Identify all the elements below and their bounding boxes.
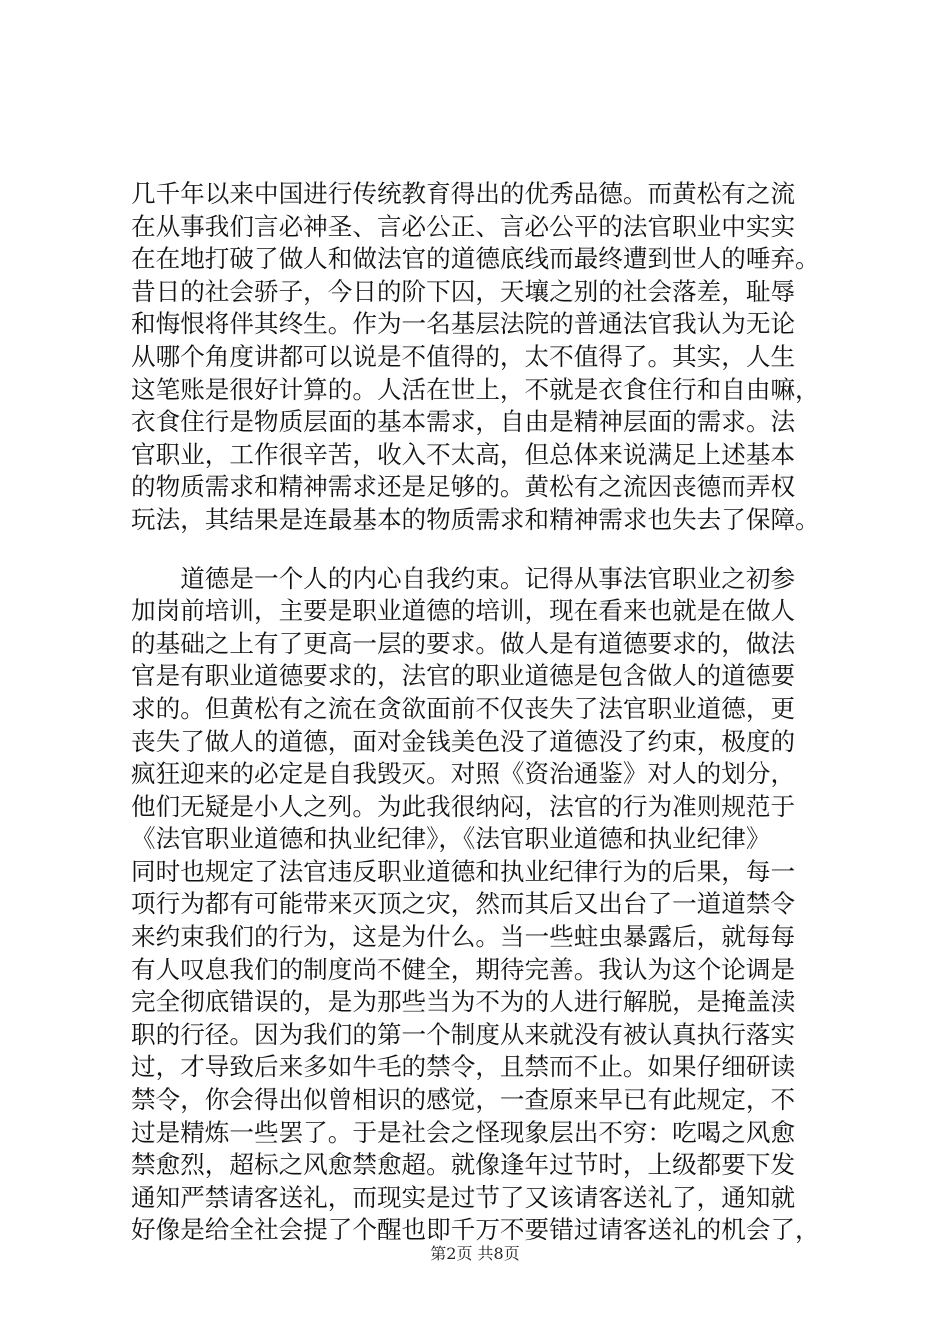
- text-line: 他们无疑是小人之列。为此我很纳闷，法官的行为准则规范于: [131, 791, 796, 821]
- text-line: 道德是一个人的内心自我约束。记得从事法官职业之初参: [131, 563, 796, 593]
- text-line: 同时也规定了法官违反职业道德和执业纪律行为的后果，每一: [131, 856, 796, 886]
- text-line: 衣食住行是物质层面的基本需求，自由是精神层面的需求。法: [131, 407, 796, 437]
- text-line: 在在地打破了做人和做法官的道德底线而最终遭到世人的唾弃。: [131, 244, 820, 274]
- text-line: 加岗前培训，主要是职业道德的培训，现在看来也就是在做人: [131, 596, 796, 626]
- document-body: [131, 178, 851, 1247]
- text-line: 这笔账是很好计算的。人活在世上，不就是衣食住行和自由嘛，: [131, 374, 820, 404]
- text-line: 禁令，你会得出似曾相识的感觉，一查原来早已有此规定，不: [131, 1085, 796, 1115]
- paragraph-gap: [131, 537, 851, 563]
- text-line: 和悔恨将伴其终生。作为一名基层法院的普通法官我认为无论: [131, 309, 796, 339]
- text-line: 求的。但黄松有之流在贪欲面前不仅丧失了法官职业道德，更: [131, 693, 796, 723]
- text-line: 禁愈烈，超标之风愈禁愈超。就像逢年过节时，上级都要下发: [131, 1150, 796, 1180]
- text-line: 几千年以来中国进行传统教育得出的优秀品德。而黄松有之流: [131, 179, 796, 208]
- text-line: 职的行径。因为我们的第一个制度从来就没有被认真执行落实: [131, 1019, 796, 1049]
- text-line: 好像是给全社会提了个醒也即千万不要错过请客送礼的机会了，: [131, 1215, 820, 1245]
- paragraph-2: [131, 563, 851, 1247]
- text-line: 丧失了做人的道德，面对金钱美色没了道德没了约束，极度的: [131, 726, 796, 756]
- text-line: 从哪个角度讲都可以说是不值得的，太不值得了。其实，人生: [131, 341, 796, 371]
- text-line: 的物质需求和精神需求还是足够的。黄松有之流因丧德而弄权: [131, 472, 796, 502]
- paragraph-1: [131, 178, 851, 537]
- text-line: 通知严禁请客送礼，而现实是过节了又该请客送礼了，通知就: [131, 1182, 796, 1212]
- text-line: 官职业，工作很辛苦，收入不太高，但总体来说满足上述基本: [131, 439, 796, 469]
- text-line: 疯狂迎来的必定是自我毁灭。对照《资治通鉴》对人的划分，: [131, 759, 796, 789]
- text-line: 来约束我们的行为，这是为什么。当一些蛀虫暴露后，就每每: [131, 922, 796, 952]
- text-line: 项行为都有可能带来灭顶之灾，然而其后又出台了一道道禁令: [131, 889, 796, 919]
- text-line: 完全彻底错误的，是为那些当为不为的人进行解脱，是掩盖渎: [131, 987, 796, 1017]
- text-line: 《法官职业道德和执业纪律》，《法官职业道德和执业纪律》: [131, 824, 771, 854]
- text-line: 过是精炼一些罢了。于是社会之怪现象层出不穷：吃喝之风愈: [131, 1117, 796, 1147]
- text-line: 玩法，其结果是连最基本的物质需求和精神需求也失去了保障。: [131, 504, 820, 534]
- text-line: 官是有职业道德要求的，法官的职业道德是包含做人的道德要: [131, 661, 796, 691]
- text-line: 昔日的社会骄子，今日的阶下囚，天壤之别的社会落差，耻辱: [131, 276, 796, 306]
- text-line: 有人叹息我们的制度尚不健全，期待完善。我认为这个论调是: [131, 954, 796, 984]
- text-line: 的基础之上有了更高一层的要求。做人是有道德要求的，做法: [131, 628, 796, 658]
- text-line: 过，才导致后来多如牛毛的禁令，且禁而不止。如果仔细研读: [131, 1052, 796, 1082]
- page-number-footer: 第2页 共8页: [430, 1244, 520, 1263]
- text-line: 在从事我们言必神圣、言必公正、言必公平的法官职业中实实: [131, 211, 796, 241]
